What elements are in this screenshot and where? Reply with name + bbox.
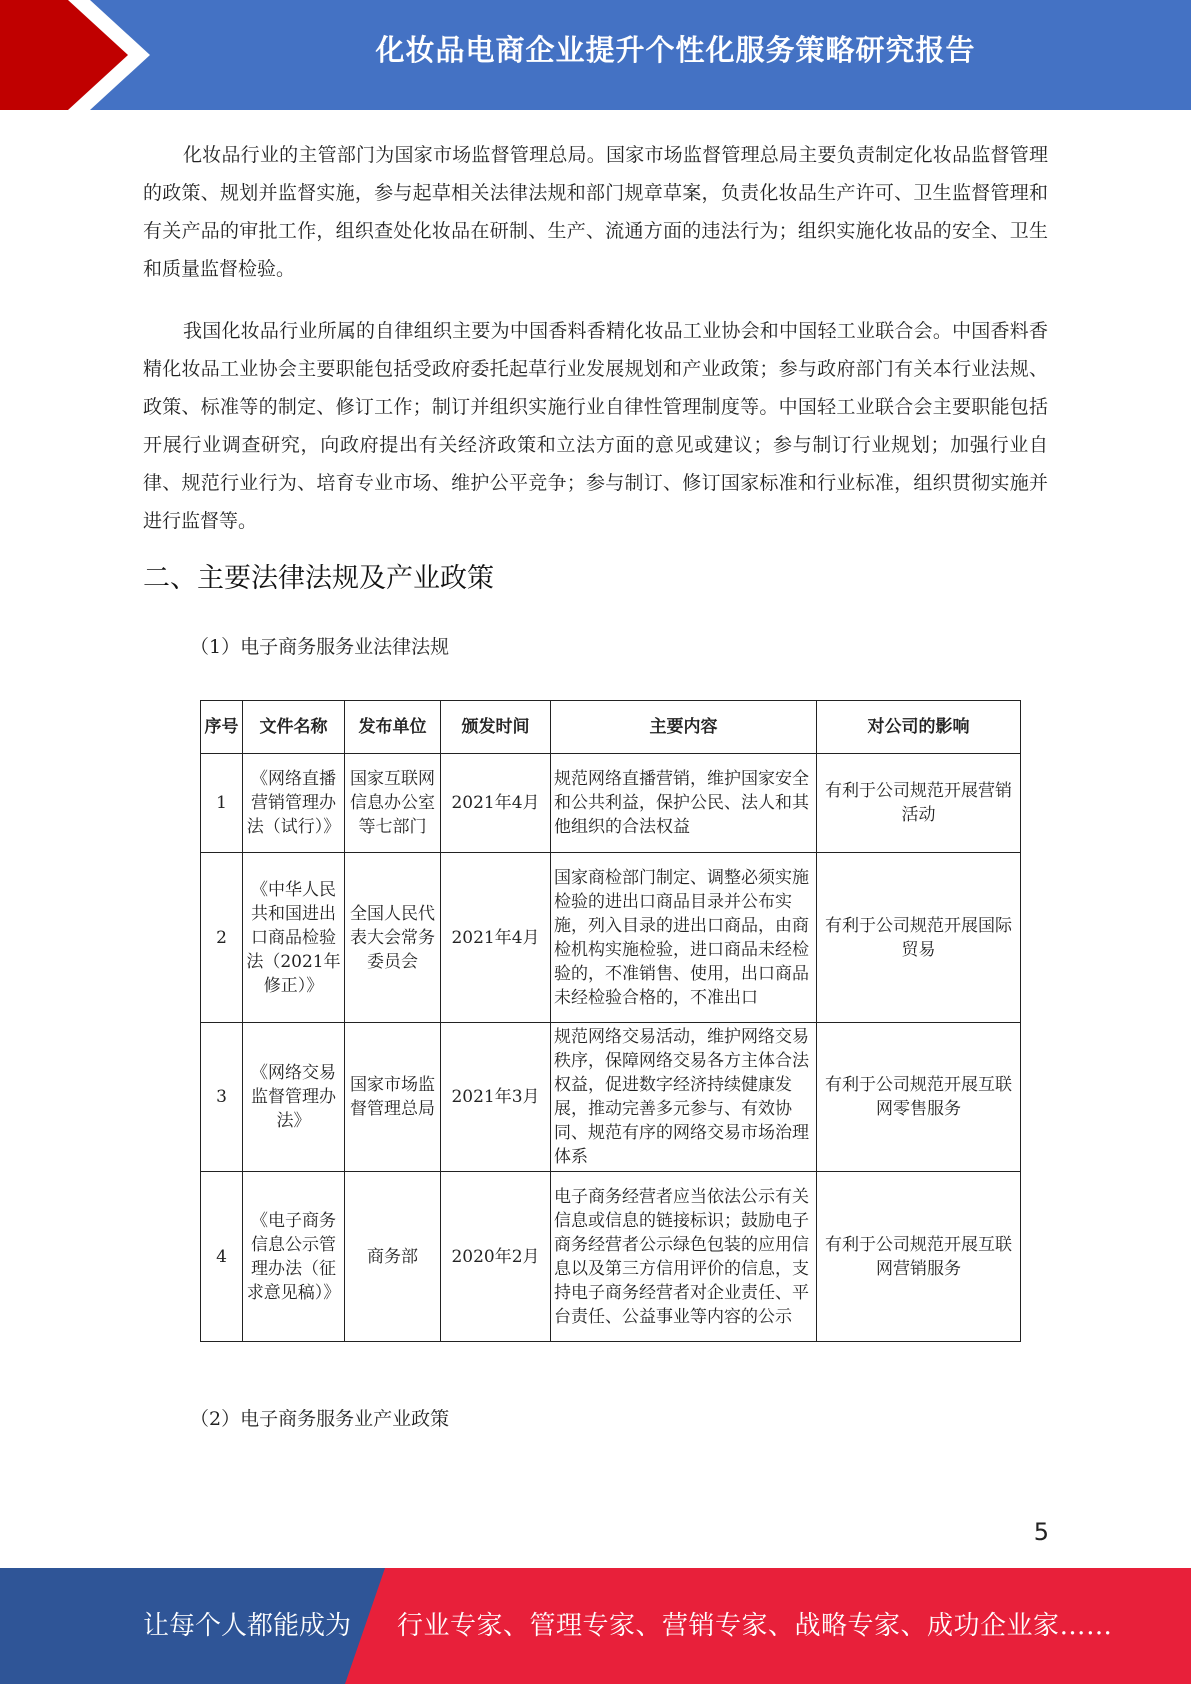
header-content: 主要内容 [551,701,817,754]
cell-content: 规范网络交易活动，维护网络交易秩序，保障网络交易各方主体合法权益，促进数字经济持续健康发展，推动完善多元参与、有效协同、规范有序的网络交易市场治理体系 [551,1023,817,1172]
table-row [201,1172,1021,1342]
page-number: 5 [1033,1518,1049,1546]
cell-index: 1 [201,754,243,853]
subheading-laws: （1）电子商务服务业法律法规 [190,636,450,658]
header-index: 序号 [201,701,243,754]
cell-issuer: 商务部 [345,1172,441,1342]
cell-content: 电子商务经营者应当依法公示有关信息或信息的链接标识；鼓励电子商务经营者公示绿色包装的应用信息以及第三方信用评价的信息，支持电子商务经营者对企业责任、平台责任、公益事业等内容的公示 [551,1172,817,1342]
cell-date: 2021年4月 [441,754,551,853]
cell-impact: 有利于公司规范开展国际贸易 [817,853,1021,1023]
cell-issuer: 国家互联网信息办公室等七部门 [345,754,441,853]
table-row [201,853,1021,1023]
cell-date: 2020年2月 [441,1172,551,1342]
table-row [201,754,1021,853]
cell-index: 2 [201,853,243,1023]
cell-index: 4 [201,1172,243,1342]
cell-index: 3 [201,1023,243,1172]
header-impact: 对公司的影响 [817,701,1021,754]
cell-issuer: 国家市场监督管理总局 [345,1023,441,1172]
cell-doc-name: 《中华人民共和国进出口商品检验法（2021年修正）》 [243,853,345,1023]
cell-impact: 有利于公司规范开展互联网营销服务 [817,1172,1021,1342]
header-issuer: 发布单位 [345,701,441,754]
footer-slogan-right: 行业专家、管理专家、营销专家、战略专家、成功企业家…… [397,1611,1113,1641]
cell-issuer: 全国人民代表大会常务委员会 [345,853,441,1023]
chevron-arrow-icon [0,0,160,110]
cell-content: 国家商检部门制定、调整必须实施检验的进出口商品目录并公布实施，列入目录的进出口商品，由商检机构实施检验，进口商品未经检验的，不准销售、使用，出口商品未经检验合格的，不准出口 [551,853,817,1023]
paragraph-self-regulatory: 我国化妆品行业所属的自律组织主要为中国香料香精化妆品工业协会和中国轻工业联合会。中国香料香精化妆品工业协会主要职能包括受政府委托起草行业发展规划和产业政策；参与政府部门有关本行业法规、政策、标准等的制定、修订工作；制订并组织实施行业自律性管理制度等。中国轻工业联合会主要职能包括开展行业调查研究，向政府提出有关经济政策和立法方面的意见或建议；参与制订行业规划；加强行业自律、规范行业行为、培育专业市场、维护公平竞争；参与制订、修订国家标准和行业标准，组织贯彻实施并进行监督等。 [143,320,1048,532]
section-heading: 二、主要法律法规及产业政策 [143,563,494,594]
cell-doc-name: 《网络交易监督管理办法》 [243,1023,345,1172]
subheading-policies: （2）电子商务服务业产业政策 [190,1408,450,1430]
header-date: 颁发时间 [441,701,551,754]
laws-table [200,700,1020,1342]
footer-slogan-left: 让每个人都能成为 [143,1611,352,1641]
table-row [201,1023,1021,1172]
table-header-row [201,701,1021,754]
cell-doc-name: 《网络直播营销管理办法（试行）》 [243,754,345,853]
cell-doc-name: 《电子商务信息公示管理办法（征求意见稿）》 [243,1172,345,1342]
cell-impact: 有利于公司规范开展互联网零售服务 [817,1023,1021,1172]
cell-impact: 有利于公司规范开展营销活动 [817,754,1021,853]
header-doc-name: 文件名称 [243,701,345,754]
cell-content: 规范网络直播营销，维护国家安全和公共利益，保护公民、法人和其他组织的合法权益 [551,754,817,853]
page-header [0,0,1191,110]
page-footer [0,1568,1191,1684]
cell-date: 2021年3月 [441,1023,551,1172]
paragraph-regulator: 化妆品行业的主管部门为国家市场监督管理总局。国家市场监督管理总局主要负责制定化妆品监督管理的政策、规划并监督实施，参与起草相关法律法规和部门规章草案，负责化妆品生产许可、卫生监督管理和有关产品的审批工作，组织查处化妆品在研制、生产、流通方面的违法行为；组织实施化妆品的安全、卫生和质量监督检验。 [143,144,1048,280]
report-title: 化妆品电商企业提升个性化服务策略研究报告 [375,33,976,67]
cell-date: 2021年4月 [441,853,551,1023]
